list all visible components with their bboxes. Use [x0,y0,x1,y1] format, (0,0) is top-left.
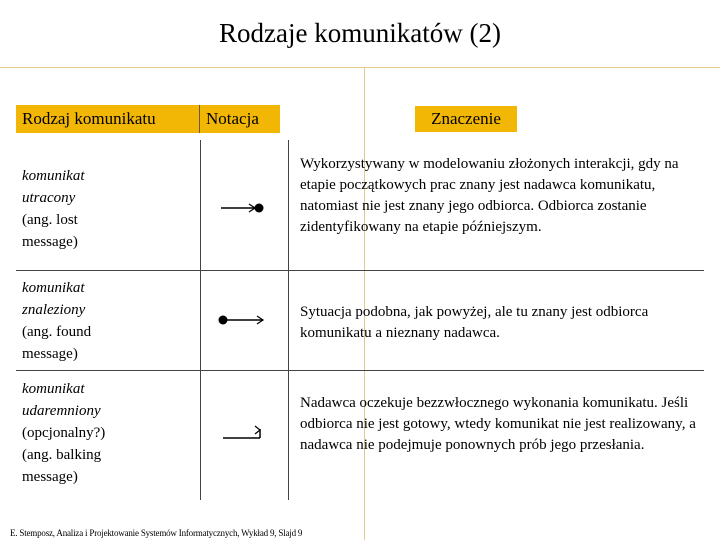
name-line: message) [22,234,78,250]
found-message-notation [215,305,275,335]
name-line: (ang. lost [22,212,78,228]
header-type: Rodzaj komunikatu [16,105,200,133]
name-line: (opcjonalny?) [22,425,106,441]
name-line: komunikat [22,280,85,296]
row-found-meaning: Sytuacja podobna, jak powyżej, ale tu znany jest odbiorca komunikatu a nieznany nadawca. [300,304,649,341]
column-separator [288,140,289,500]
lost-message-notation [215,193,275,223]
name-line: komunikat [22,168,85,184]
row-found-name [22,277,197,365]
row-divider [16,370,704,371]
name-line: message) [22,469,78,485]
name-line: udaremniony [22,403,101,419]
slide-title: Rodzaje komunikatów (2) [219,18,501,48]
balking-message-notation [215,420,275,450]
row-lost-meaning: Wykorzystywany w modelowaniu złożonych interakcji, gdy na etapie początkowych prac znany jest nadawca komunikatu, natomiast nie jest znany jego odbiorca. Odbiorca zostanie zidentyfikowany na etapie późniejszym. [300,156,679,235]
header-notation: Notacja [200,105,280,133]
header-meaning: Znaczenie [415,106,517,132]
column-separator [200,140,201,500]
name-line: utracony [22,190,76,206]
name-line: znaleziony [22,302,86,318]
name-line: (ang. balking [22,447,102,463]
name-line: komunikat [22,381,85,397]
name-line: (ang. found [22,324,92,340]
footer-citation: E. Stemposz, Analiza i Projektowanie Systemów Informatycznych, Wykład 9, Slajd 9 [10,528,303,538]
row-divider [16,270,704,271]
row-lost-name [22,165,197,253]
name-line: message) [22,346,78,362]
row-balking-name [22,378,197,488]
title-divider [0,67,720,68]
row-balking-meaning: Nadawca oczekuje bezzwłocznego wykonania komunikatu. Jeśli odbiorca nie jest gotowy, wtedy komunikat nie jest realizowany, a nadawca nie podejmuje ponownych prób jego przesłania. [300,395,696,453]
